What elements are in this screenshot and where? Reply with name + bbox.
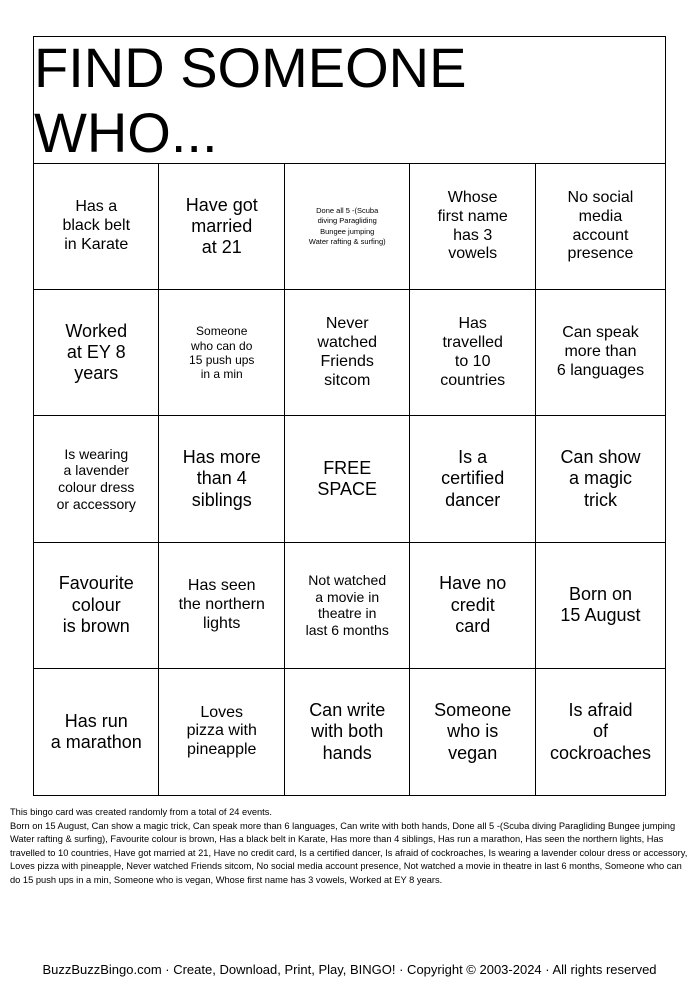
bingo-cell[interactable]: Whose first name has 3 vowels xyxy=(410,164,535,290)
bingo-cell[interactable]: Have got married at 21 xyxy=(159,164,284,290)
bingo-cell[interactable]: Favourite colour is brown xyxy=(34,543,159,669)
bingo-cell[interactable]: Is a certified dancer xyxy=(410,416,535,542)
bingo-cell[interactable]: Can write with both hands xyxy=(285,669,410,795)
bingo-cell[interactable]: Has more than 4 siblings xyxy=(159,416,284,542)
bingo-cell[interactable]: Born on 15 August xyxy=(536,543,665,669)
note-event-list: Born on 15 August, Can show a magic trick, Can speak more than 6 languages, Can write with both hands, Done all 5 -(Scuba diving Paragliding Bungee jumping Water rafting & surfing), Favourite colour is brown, Has a black belt in Karate, Has more than 4 siblings, Has run a marathon, Has seen the northern lights, Has travelled to 10 countries, Have got married at 21, Have no credit card, Is a certified dancer, Is afraid of cockroaches, Is wearing a lavender colour dress or accessory, Loves pizza with pineapple, Never watched Friends sitcom, No social media account presence, Not watched a movie in theatre in last 6 months, Someone who can do 15 push ups in a min, Someone who is vegan, Whose first name has 3 vowels, Worked at EY 8 years. xyxy=(10,820,688,885)
bingo-grid xyxy=(34,164,665,795)
bingo-cell[interactable]: Loves pizza with pineapple xyxy=(159,669,284,795)
card-note xyxy=(10,806,692,888)
bingo-cell[interactable]: FREE SPACE xyxy=(285,416,410,542)
bingo-cell[interactable]: Have no credit card xyxy=(410,543,535,669)
bingo-cell[interactable]: Worked at EY 8 years xyxy=(34,290,159,416)
bingo-cell[interactable]: Never watched Friends sitcom xyxy=(285,290,410,416)
bingo-cell[interactable]: Someone who is vegan xyxy=(410,669,535,795)
bingo-cell[interactable]: Can show a magic trick xyxy=(536,416,665,542)
bingo-cell[interactable]: Not watched a movie in theatre in last 6 months xyxy=(285,543,410,669)
bingo-cell[interactable]: Someone who can do 15 push ups in a min xyxy=(159,290,284,416)
bingo-card xyxy=(33,36,666,796)
note-summary: This bingo card was created randomly from a total of 24 events. xyxy=(10,807,272,817)
bingo-cell[interactable]: Is wearing a lavender colour dress or accessory xyxy=(34,416,159,542)
card-title: FIND SOMEONE WHO... xyxy=(34,37,665,164)
bingo-cell[interactable]: Has a black belt in Karate xyxy=(34,164,159,290)
bingo-cell[interactable]: Done all 5 -(Scuba diving Paragliding Bungee jumping Water rafting & surfing) xyxy=(285,164,410,290)
bingo-cell[interactable]: Is afraid of cockroaches xyxy=(549,700,651,763)
footer-copyright: BuzzBuzzBingo.com · Create, Download, Print, Play, BINGO! · Copyright © 2003-2024 · All rights reserved xyxy=(42,962,657,977)
bingo-cell[interactable]: Has run a marathon xyxy=(34,669,159,795)
bingo-cell[interactable]: Has seen the northern lights xyxy=(159,543,284,669)
bingo-cell[interactable]: No social media account presence xyxy=(536,164,665,290)
bingo-cell[interactable]: Can speak more than 6 languages xyxy=(536,290,665,416)
bingo-cell[interactable]: Has travelled to 10 countries xyxy=(410,290,535,416)
